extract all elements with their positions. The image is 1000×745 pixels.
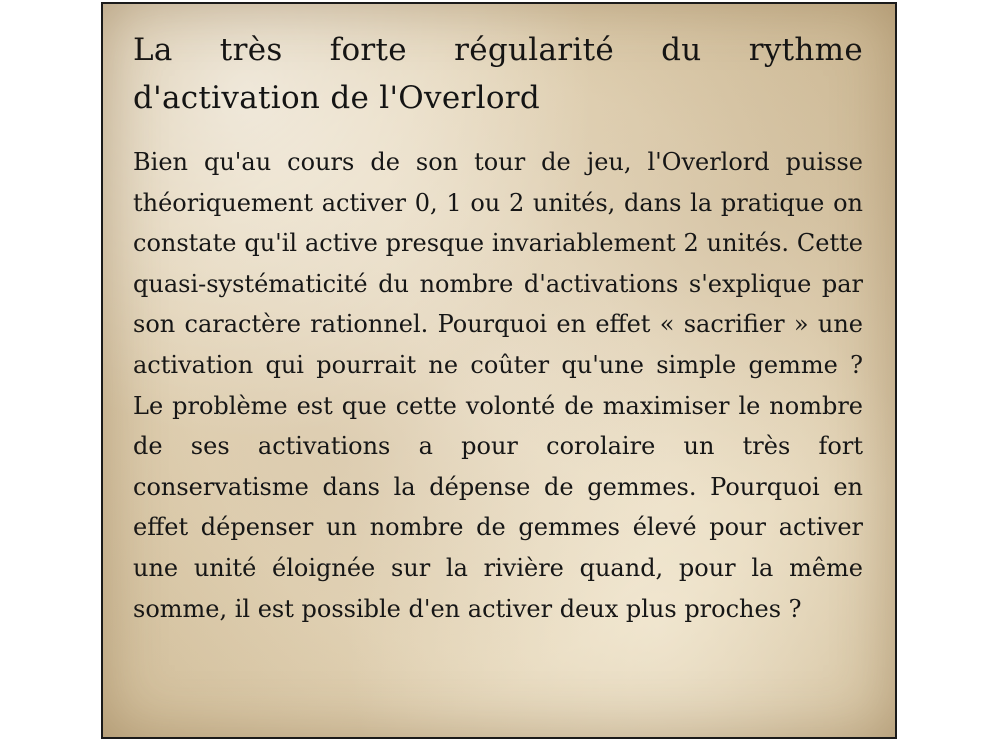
parchment-panel	[101, 2, 897, 739]
panel-title: La très forte régularité du rythme d'activation de l'Overlord	[133, 32, 863, 116]
body-paragraph: Bien qu'au cours de son tour de jeu, l'Overlord puisse théoriquement activer 0, 1 ou 2 unités, dans la pratique on constate qu'il active presque invariablement 2 unités. Cette quasi-systématicité du nombre d'activations s'explique par son caractère rationnel. Pourquoi en effet « sacrifier » une activation qui pourrait ne coûter qu'une simple gemme ? Le problème est que cette volonté de maximiser le nombre de ses activations a pour corolaire un très fort conservatisme dans la dépense de gemmes. Pourquoi en effet dépenser un nombre de gemmes élevé pour activer une unité éloignée sur la rivière quand, pour la même somme, il est possible d'en activer deux plus proches ?	[133, 148, 863, 623]
